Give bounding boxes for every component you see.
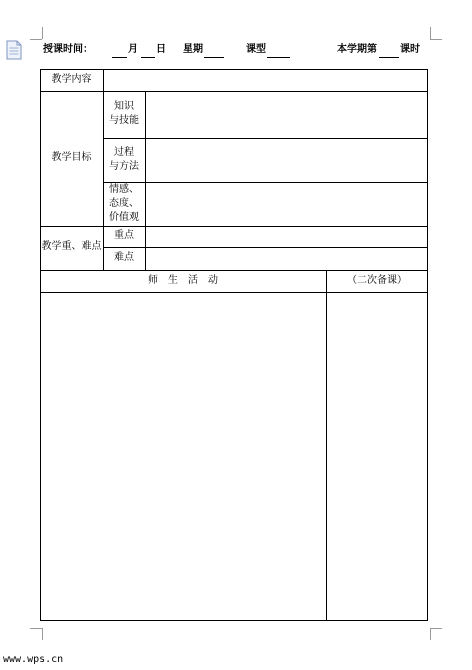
footer-site: www.wps.cn [3,654,64,665]
second-prep-field[interactable] [327,293,427,620]
knowledge-skills-field[interactable] [146,92,427,137]
month-label: 月 [128,44,138,55]
key-point-field[interactable] [146,227,427,246]
period-label: 星期 [183,44,203,55]
lesson-number-blank [379,45,399,58]
crop-mark-top-left-v [42,27,43,39]
crop-mark-bottom-left-h [30,628,42,629]
crop-mark-bottom-right-h [430,628,442,629]
day-label: 日 [156,44,166,55]
crop-mark-bottom-left-v [42,628,43,640]
semester-prefix: 本学期第 [337,44,377,55]
crop-mark-top-right-v [430,27,431,39]
day-blank [141,45,155,58]
activities-header: 师 生 活 动 [148,275,218,286]
emotion-field[interactable] [146,183,427,225]
key-point-label: 重点 [114,230,134,241]
period-blank [204,45,224,58]
class-type-label: 课型 [246,44,266,55]
process-methods-label: 过程 与方法 [109,147,139,172]
teach-time-label: 授课时间： [43,44,93,55]
key-difficult-label: 教学重、难点 [41,241,102,252]
row-divider [40,270,428,271]
class-type-blank [267,45,290,58]
teaching-goals-label: 教学目标 [51,152,92,163]
teaching-content-field[interactable] [104,70,427,90]
lesson-suffix: 课时 [400,44,420,55]
teaching-content-label: 教学内容 [51,74,92,85]
crop-mark-bottom-right-v [430,628,431,640]
emotion-attitude-values-label: 情感、 态度、 价值观 [109,184,139,223]
difficult-point-label: 难点 [114,252,134,263]
activities-field[interactable] [41,293,325,620]
document-icon [6,40,22,60]
crop-mark-top-left-h [30,39,42,40]
crop-mark-top-right-h [430,39,442,40]
second-prep-header: （二次备课） [347,275,407,286]
month-blank [112,45,127,58]
knowledge-skills-label: 知识 与技能 [109,101,139,126]
difficult-point-field[interactable] [146,248,427,269]
process-methods-field[interactable] [146,139,427,181]
